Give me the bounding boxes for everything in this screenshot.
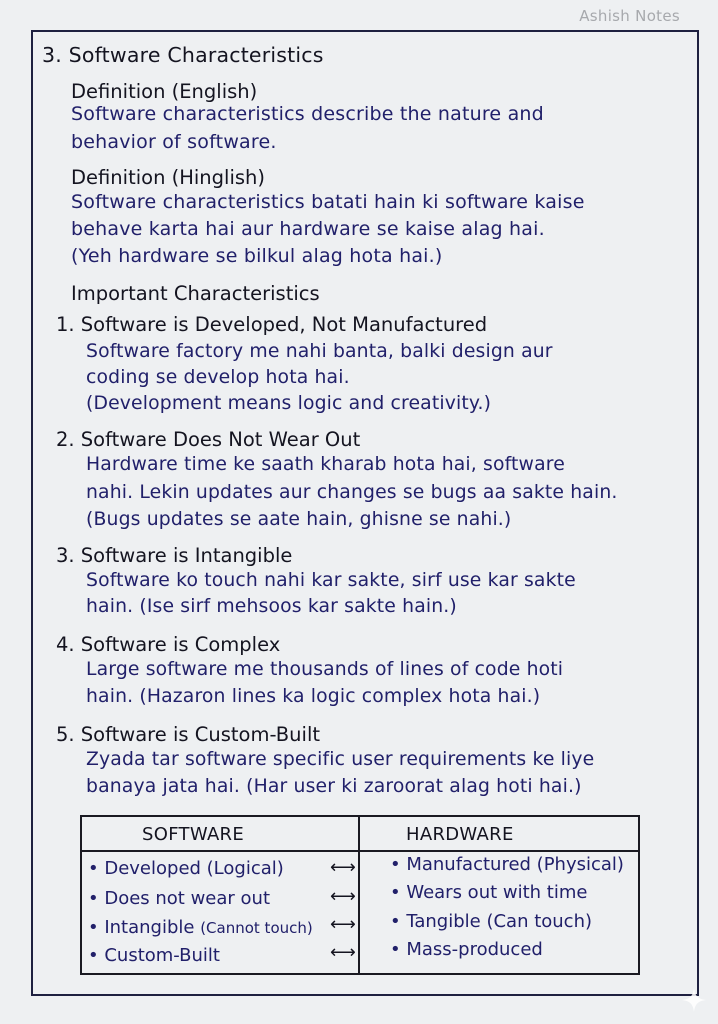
- item-line: coding se develop hota hai.: [86, 367, 350, 388]
- definition-english-line: Software characteristics describe the nature and: [71, 103, 544, 125]
- watermark: Ashish Notes: [579, 7, 680, 25]
- sparkle-icon: [680, 986, 708, 1014]
- hardware-cell: • Manufactured (Physical): [390, 854, 624, 875]
- definition-hinglish-line: (Yeh hardware se bilkul alag hota hai.): [71, 245, 443, 267]
- software-cell: • Intangible (Cannot touch): [88, 917, 313, 938]
- bidirectional-arrow-icon: ⟷: [330, 942, 356, 963]
- item-line: hain. (Ise sirf mehsoos kar sakte hain.): [86, 596, 457, 617]
- item-title: 3. Software is Intangible: [56, 544, 293, 567]
- bidirectional-arrow-icon: ⟷: [330, 857, 356, 878]
- item-line: banaya jata hai. (Har user ki zaroorat alag hoti hai.): [86, 776, 582, 797]
- definition-english-line: behavior of software.: [71, 131, 277, 153]
- bidirectional-arrow-icon: ⟷: [330, 886, 356, 907]
- item-line: Large software me thousands of lines of code hoti: [86, 659, 564, 680]
- table-divider-horizontal: [82, 850, 638, 852]
- bidirectional-arrow-icon: ⟷: [330, 914, 356, 935]
- column-header-hardware: HARDWARE: [406, 824, 514, 845]
- software-cell: • Custom-Built: [88, 945, 220, 966]
- definition-hinglish-line: behave karta hai aur hardware se kaise alag hai.: [71, 218, 545, 240]
- item-title: 5. Software is Custom-Built: [56, 723, 321, 746]
- item-title: 2. Software Does Not Wear Out: [56, 428, 361, 451]
- item-title: 4. Software is Complex: [56, 633, 281, 656]
- item-title: 1. Software is Developed, Not Manufactured: [56, 313, 488, 336]
- definition-english-heading: Definition (English): [71, 80, 258, 103]
- hardware-cell: • Mass-produced: [390, 939, 543, 960]
- item-line: (Development means logic and creativity.): [86, 393, 492, 414]
- item-line: (Bugs updates se aate hain, ghisne se nahi.): [86, 509, 512, 530]
- section-title: 3. Software Characteristics: [42, 43, 324, 67]
- important-characteristics-heading: Important Characteristics: [71, 282, 320, 305]
- item-line: Hardware time ke saath kharab hota hai, software: [86, 454, 565, 475]
- item-line: nahi. Lekin updates aur changes se bugs aa sakte hain.: [86, 482, 618, 503]
- table-divider-vertical: [358, 817, 360, 973]
- item-line: Software ko touch nahi kar sakte, sirf use kar sakte: [86, 570, 576, 591]
- item-line: Zyada tar software specific user requirements ke liye: [86, 749, 595, 770]
- item-line: Software factory me nahi banta, balki design aur: [86, 341, 553, 362]
- definition-hinglish-heading: Definition (Hinglish): [71, 166, 266, 189]
- software-cell: • Developed (Logical): [88, 858, 284, 879]
- software-cell: • Does not wear out: [88, 888, 271, 909]
- hardware-cell: • Tangible (Can touch): [390, 911, 592, 932]
- column-header-software: SOFTWARE: [142, 824, 245, 845]
- hardware-cell: • Wears out with time: [390, 882, 588, 903]
- item-line: hain. (Hazaron lines ka logic complex hota hai.): [86, 686, 541, 707]
- comparison-table: [80, 815, 640, 975]
- definition-hinglish-line: Software characteristics batati hain ki software kaise: [71, 191, 585, 213]
